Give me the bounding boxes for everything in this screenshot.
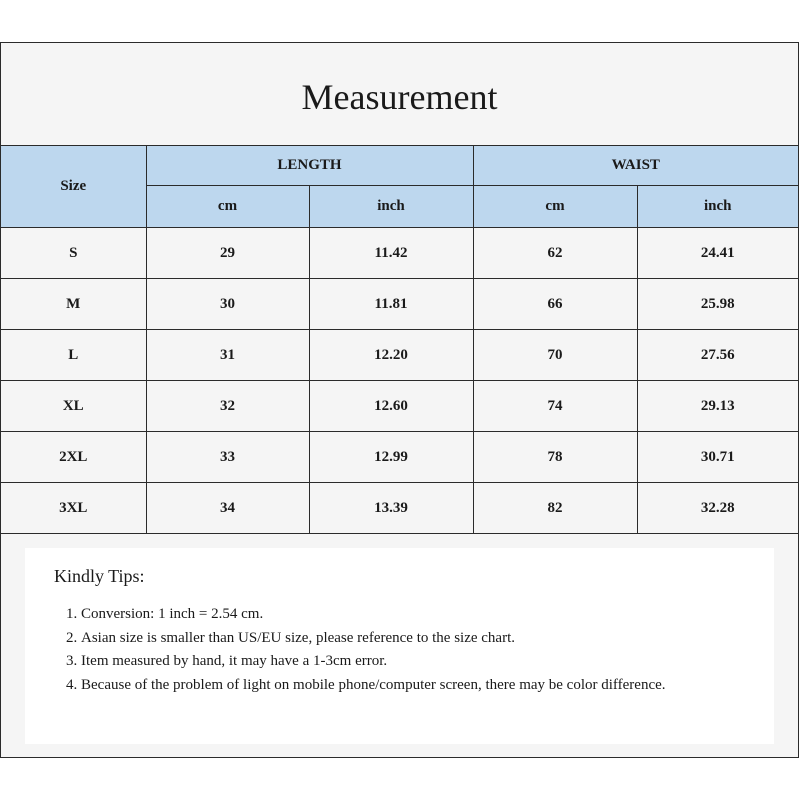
waist-cm-cell: 62 xyxy=(473,228,637,279)
table-row xyxy=(1,381,798,432)
measurement-chart xyxy=(0,42,799,758)
tip-item: 1. Conversion: 1 inch = 2.54 cm. xyxy=(81,603,744,627)
title-box xyxy=(1,43,798,146)
tip-item: 2. Asian size is smaller than US/EU size, please reference to the size chart. xyxy=(81,627,744,651)
unit-header-waist-cm: cm xyxy=(473,186,637,228)
unit-header-length-cm: cm xyxy=(146,186,309,228)
unit-header-length-inch: inch xyxy=(309,186,473,228)
size-cell: 3XL xyxy=(1,483,146,534)
waist-inch-cell: 29.13 xyxy=(637,381,798,432)
length-cm-cell: 31 xyxy=(146,330,309,381)
length-inch-cell: 12.20 xyxy=(309,330,473,381)
table-row xyxy=(1,432,798,483)
size-cell: L xyxy=(1,330,146,381)
length-header: LENGTH xyxy=(146,146,473,186)
tips-section xyxy=(1,534,798,756)
waist-cm-cell: 66 xyxy=(473,279,637,330)
page-title: Measurement xyxy=(301,77,498,117)
tip-item: 4. Because of the problem of light on mobile phone/computer screen, there may be color difference. xyxy=(81,674,744,698)
length-inch-cell: 11.81 xyxy=(309,279,473,330)
tips-title: Kindly Tips: xyxy=(54,566,145,586)
length-cm-cell: 32 xyxy=(146,381,309,432)
size-cell: 2XL xyxy=(1,432,146,483)
header-row-groups xyxy=(1,146,798,186)
size-table xyxy=(1,146,798,534)
tips-card xyxy=(25,548,774,744)
waist-inch-cell: 24.41 xyxy=(637,228,798,279)
waist-cm-cell: 78 xyxy=(473,432,637,483)
waist-inch-cell: 27.56 xyxy=(637,330,798,381)
waist-cm-cell: 74 xyxy=(473,381,637,432)
table-row xyxy=(1,330,798,381)
table-row xyxy=(1,228,798,279)
size-header: Size xyxy=(1,146,146,228)
length-cm-cell: 30 xyxy=(146,279,309,330)
table-row xyxy=(1,483,798,534)
waist-header: WAIST xyxy=(473,146,798,186)
length-cm-cell: 33 xyxy=(146,432,309,483)
waist-cm-cell: 82 xyxy=(473,483,637,534)
length-inch-cell: 12.99 xyxy=(309,432,473,483)
tips-list xyxy=(54,603,744,697)
length-cm-cell: 29 xyxy=(146,228,309,279)
size-cell: S xyxy=(1,228,146,279)
length-cm-cell: 34 xyxy=(146,483,309,534)
size-cell: XL xyxy=(1,381,146,432)
length-inch-cell: 13.39 xyxy=(309,483,473,534)
tip-item: 3. Item measured by hand, it may have a 1-3cm error. xyxy=(81,650,744,674)
length-inch-cell: 12.60 xyxy=(309,381,473,432)
waist-inch-cell: 32.28 xyxy=(637,483,798,534)
waist-cm-cell: 70 xyxy=(473,330,637,381)
length-inch-cell: 11.42 xyxy=(309,228,473,279)
table-row xyxy=(1,279,798,330)
unit-header-waist-inch: inch xyxy=(637,186,798,228)
waist-inch-cell: 25.98 xyxy=(637,279,798,330)
waist-inch-cell: 30.71 xyxy=(637,432,798,483)
size-cell: M xyxy=(1,279,146,330)
